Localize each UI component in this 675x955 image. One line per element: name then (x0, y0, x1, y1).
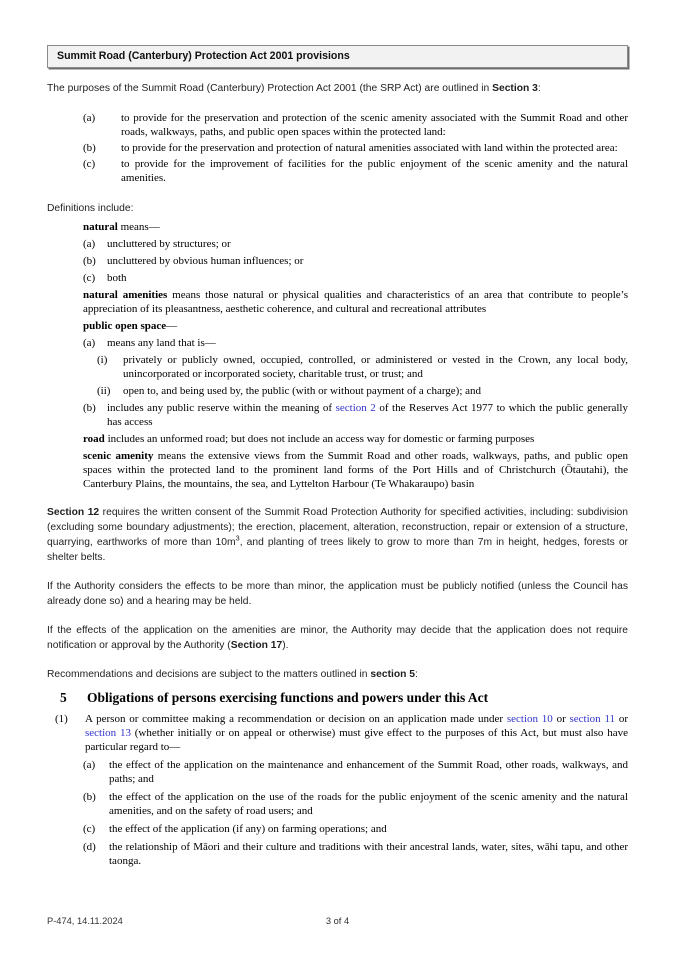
section5-items (47, 758, 628, 868)
item-text (107, 401, 628, 429)
item-label: (a) (83, 112, 96, 124)
item-text (121, 141, 628, 155)
text-run: of the Reserves Act 1977 to which the public generally has access (107, 402, 628, 428)
text-run: or (552, 713, 570, 725)
public-open-space-sublist (47, 353, 628, 398)
section-link[interactable]: section 10 (506, 713, 553, 725)
item-text (121, 111, 628, 139)
page-indicator: 3 of 4 (325, 916, 350, 926)
text-run: means those natural or physical qualities and characteristics of an area that contribute to people’s appreciation of its pleasantness, aesthetic coherence, and cultural and recreational attributes (83, 289, 628, 315)
text-run: public open space (83, 320, 167, 332)
list-item (47, 758, 628, 786)
text-run: 3 (235, 533, 240, 543)
list-item (47, 401, 628, 429)
text-run: A person or committee making a recommendation or decision on an application made under (85, 713, 507, 725)
list-item (47, 111, 628, 139)
item-text (85, 712, 628, 754)
text-run: requires the written consent of the Summit Road Protection Authority for specified activities, including: subdivision (excluding some boundary adjustments); the erection, placement, alteration, reconstruction, repair or extension of a structure, quarrying, earthworks of more than 10m (47, 507, 628, 548)
text-run: the relationship of Māori and their culture and traditions with their ancestral lands, water, sites, wāhi tapu, and other taonga. (109, 841, 628, 867)
item-text (109, 840, 628, 868)
text-run: road (83, 433, 105, 445)
item-label: (b) (83, 402, 96, 414)
text-run: open to, and being used by, the public (with or without payment of a charge); and (123, 385, 482, 397)
list-item (47, 141, 628, 155)
text-run: : (415, 669, 418, 680)
text-run: Recommendations and decisions are subject to the matters outlined in (47, 669, 371, 680)
item-text (123, 384, 628, 398)
list-item (47, 840, 628, 868)
item-text (107, 271, 628, 285)
list-item (47, 822, 628, 836)
item-label: (1) (55, 713, 68, 725)
text-run: the effect of the application on the maintenance and enhancement of the Summit Road, other roads, walkways, and paths; and (109, 759, 628, 785)
section-link[interactable]: section 2 (335, 402, 376, 414)
definition-public-open-space-term (83, 319, 628, 333)
item-label: (i) (97, 354, 108, 366)
doc-reference: P-474, 14.11.2024 (47, 916, 123, 926)
list-item (47, 237, 628, 251)
item-label: (d) (83, 841, 96, 853)
text-run: to provide for the preservation and protection of natural amenities associated with land within the protected area: (121, 142, 618, 154)
paragraph-minor-effects (47, 623, 628, 653)
item-label: (b) (83, 142, 96, 154)
section5-heading (47, 689, 628, 706)
item-label: (b) (83, 791, 96, 803)
text-run: If the effects of the application on the amenities are minor, the Authority may decide that the application does not require notification or approval by the Authority ( (47, 625, 628, 651)
item-label: (a) (83, 238, 96, 250)
section5 (47, 689, 628, 868)
list-item (47, 271, 628, 285)
text-run: means the extensive views from the Summit Road and other roads, walkways, paths, and public open spaces within the protected land to the prominent land forms of the Port Hills and of Christchurch (Ōtautahi), the Canterbury Plains, the mountains, the sea, and Lyttelton Harbour (Te Whakaraupo) basin (83, 450, 628, 490)
clause-1 (47, 712, 628, 754)
text-run: to provide for the improvement of facilities for the public enjoyment of the scenic amenity and the natural amenities. (121, 158, 628, 184)
paragraph-notification (47, 579, 628, 609)
text-run: means any land that is— (107, 337, 216, 349)
purposes-list (47, 111, 628, 185)
definitions-intro: Definitions include: (47, 203, 134, 214)
item-label: (c) (83, 272, 96, 284)
list-item (47, 790, 628, 818)
list-item (47, 336, 628, 350)
text-run: the effect of the application on the use of the roads for the public enjoyment of the scenic amenity and the natural amenities, and on the safety of road users; and (109, 791, 628, 817)
item-text (121, 157, 628, 185)
item-label: (a) (83, 759, 96, 771)
text-run: natural amenities (83, 289, 168, 301)
item-text (107, 336, 628, 350)
text-run: includes an unformed road; but does not include an access way for domestic or farming purposes (104, 433, 535, 445)
text-run: privately or publicly owned, occupied, controlled, or administered or vested in the Crown, any local body, unincorporated or incorporated society, charitable trust, or trust; and (123, 354, 628, 380)
text-run: means— (117, 221, 160, 233)
list-item (47, 353, 628, 381)
text-run: Section 17 (230, 640, 283, 651)
list-item (47, 157, 628, 185)
item-text (109, 822, 628, 836)
definition-natural-amenities (83, 288, 628, 316)
text-run: section 5 (370, 669, 416, 680)
item-text (107, 237, 628, 251)
list-item (47, 384, 628, 398)
section-number: 5 (60, 690, 67, 705)
act-title-box (47, 45, 628, 68)
text-run: both (107, 272, 127, 284)
item-label: (ii) (97, 385, 111, 397)
section-link[interactable]: section 11 (569, 713, 616, 725)
section-title: Obligations of persons exercising functions and powers under this Act (87, 690, 489, 705)
definition-natural-term (83, 220, 628, 234)
intro-paragraph (47, 81, 628, 96)
definition-road (83, 432, 628, 446)
item-text (123, 353, 628, 381)
item-text (109, 790, 628, 818)
text-run: Section 3 (492, 83, 538, 94)
text-run: the effect of the application (if any) on farming operations; and (109, 823, 387, 835)
item-label: (a) (83, 337, 96, 349)
item-text (107, 254, 628, 268)
text-run: scenic amenity (83, 450, 154, 462)
text-run: uncluttered by structures; or (107, 238, 231, 250)
item-label: (b) (83, 255, 96, 267)
definitions-list (47, 220, 628, 491)
text-run: If the Authority considers the effects to be more than minor, the application must be publicly notified (unless the Council has already done so) and a hearing may be held. (47, 581, 628, 607)
paragraph-section12 (47, 505, 628, 565)
list-item (47, 254, 628, 268)
text-run: Section 12 (47, 507, 100, 518)
text-run: — (166, 320, 178, 332)
text-run: ). (282, 640, 289, 651)
item-label: (c) (83, 158, 96, 170)
paragraph-recommendations (47, 667, 628, 682)
text-run: uncluttered by obvious human influences; or (107, 255, 304, 267)
text-run: includes any public reserve within the meaning of (107, 402, 336, 414)
text-run: (whether initially or on appeal or otherwise) must give effect to the purposes of this Act, but must also have particular regard to— (85, 727, 628, 753)
item-label: (c) (83, 823, 96, 835)
text-run: , and planting of trees likely to grow to more than 7m in height, hedges, forests or shelter belts. (47, 537, 628, 563)
text-run: or (615, 713, 628, 725)
text-run: natural (83, 221, 118, 233)
text-run: to provide for the preservation and protection of the scenic amenity associated with the Summit Road and other roads, walkways, paths, and public open spaces within the protected land: (121, 112, 628, 138)
text-run: The purposes of the Summit Road (Canterbury) Protection Act 2001 (the SRP Act) are outlined in (47, 83, 493, 94)
text-run: : (537, 83, 541, 94)
item-text (109, 758, 628, 786)
section-link[interactable]: section 13 (85, 727, 131, 739)
definition-scenic-amenity (83, 449, 628, 491)
act-title: Summit Road (Canterbury) Protection Act 2001 provisions (57, 50, 350, 62)
